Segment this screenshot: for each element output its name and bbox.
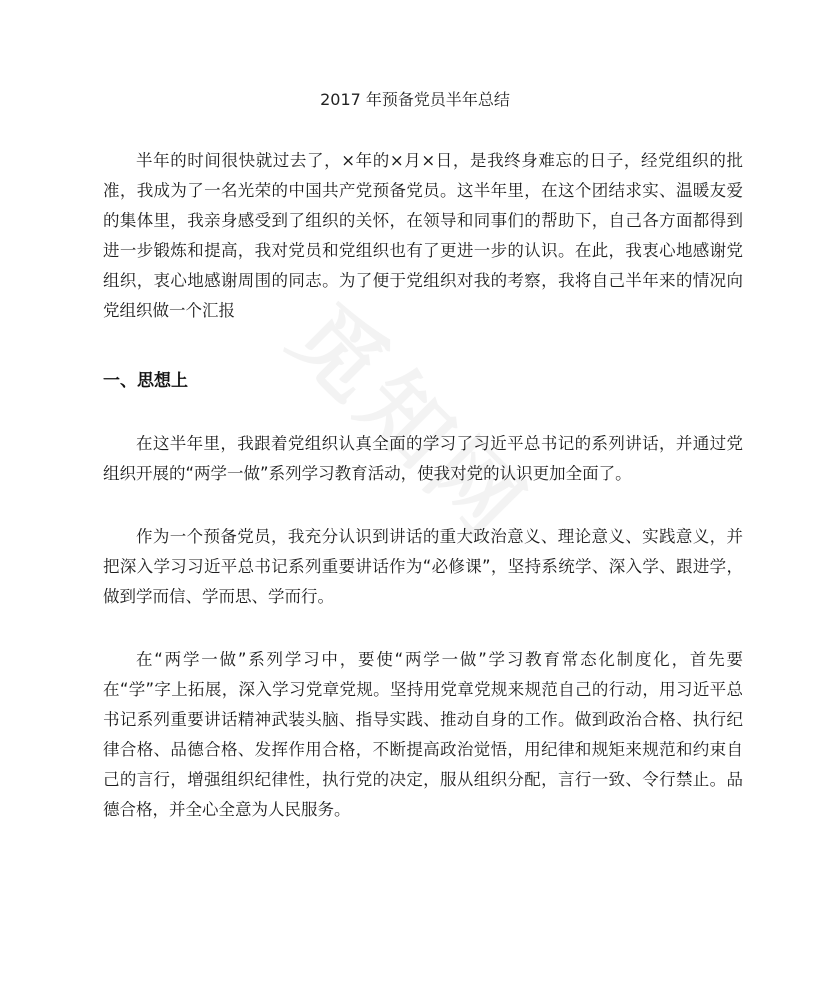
spacer: [103, 326, 743, 366]
spacer: [103, 489, 743, 522]
section1-paragraph-3: 在“两学一做”系列学习中，要使“两学一做”学习教育常态化制度化，首先要在“学”字上拓展，深入学习党章党规。坚持用党章党规来规范自己的行动，用习近平总书记系列重要讲话精神武装头脑、指导实践、推动自身的工作。做到政治合格、执行纪律合格、品德合格、发挥作用合格，不断提高政治觉悟，用纪律和规矩来规范和约束自己的言行，增强组织纪律性，执行党的决定，服从组织分配，言行一致、令行禁止。品德合格，并全心全意为人民服务。: [103, 650, 743, 819]
section-heading: 一、思想上: [103, 371, 188, 391]
section1-paragraph-1: 在这半年里，我跟着党组织认真全面的学习了习近平总书记的系列讲话，并通过党组织开展的“两学一做”系列学习教育活动，使我对党的认识更加全面了。: [103, 434, 743, 483]
spacer: [103, 612, 743, 645]
document-title: 2017 年预备党员半年总结: [320, 90, 510, 109]
spacer: [103, 396, 743, 429]
intro-paragraph: 半年的时间很快就过去了，×年的×月×日，是我终身难忘的日子，经党组织的批准，我成为了一名光荣的中国共产党预备党员。这半年里，在这个团结求实、温暖友爱的集体里，我亲身感受到了组织的关怀，在领导和同事们的帮助下，自己各方面都得到进一步锻炼和提高，我对党员和党组织也有了更进一步的认识。在此，我衷心地感谢党组织，衷心地感谢周围的同志。为了便于党组织对我的考察，我将自己半年来的情况向党组织做一个汇报: [103, 151, 743, 320]
section1-paragraph-2: 作为一个预备党员，我充分认识到讲话的重大政治意义、理论意义、实践意义，并把深入学习习近平总书记系列重要讲话作为“必修课”，坚持系统学、深入学、跟进学，做到学而信、学而思、学而行。: [103, 527, 743, 606]
document-body: [103, 146, 743, 825]
